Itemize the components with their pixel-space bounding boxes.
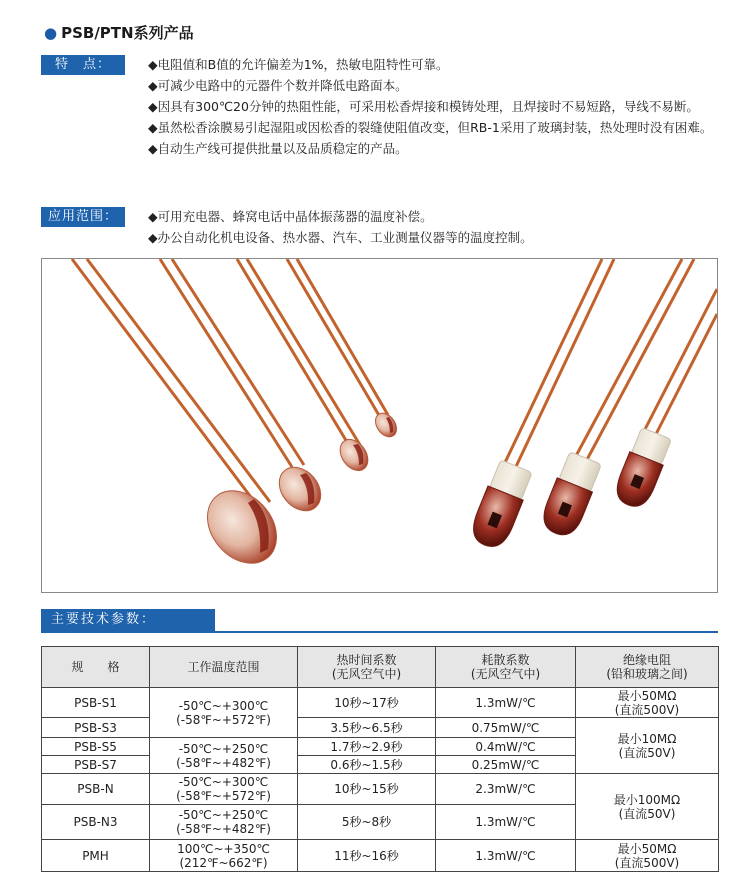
time-constant-cell: 3.5秒~6.5秒 xyxy=(298,718,436,738)
table-row xyxy=(42,718,719,738)
model-cell: PSB-S3 xyxy=(42,718,150,738)
page-title-text: PSB/PTN系列产品 xyxy=(61,24,194,42)
header-dissipation: 耗散系数 (无风空气中) xyxy=(436,647,576,688)
model-cell: PSB-S5 xyxy=(42,738,150,756)
insulation-cell: 最小100MΩ (直流50V) xyxy=(576,774,719,840)
table-row xyxy=(42,774,719,805)
dissipation-cell: 1.3mW/℃ xyxy=(436,805,576,840)
temp-cell: 100℃~+350℃ (212℉~662℉) xyxy=(150,840,298,872)
specs-section-rule xyxy=(41,631,718,633)
features-tag: 特 点： xyxy=(41,55,125,75)
feature-item: ◆可减少电路中的元器件个数并降低电路面本。 xyxy=(148,78,408,93)
feature-item: ◆虽然松香涂膜易引起湿阻或因松香的裂缝使阻值改变，但RB-1采用了玻璃封装，热处理时没有困难。 xyxy=(148,120,713,135)
dissipation-cell: 0.4mW/℃ xyxy=(436,738,576,756)
applications-list xyxy=(148,206,728,248)
time-constant-cell: 10秒~15秒 xyxy=(298,774,436,805)
time-constant-cell: 11秒~16秒 xyxy=(298,840,436,872)
features-list xyxy=(148,54,728,159)
time-constant-cell: 1.7秒~2.9秒 xyxy=(298,738,436,756)
feature-item: ◆自动生产线可提供批量以及品质稳定的产品。 xyxy=(148,141,408,156)
header-temp-range: 工作温度范围 xyxy=(150,647,298,688)
dissipation-cell: 2.3mW/℃ xyxy=(436,774,576,805)
page-title xyxy=(44,22,194,43)
temp-cell: -50℃~+300℃ (-58℉~+572℉) xyxy=(150,774,298,805)
table-header-row xyxy=(42,647,719,688)
applications-tag: 应用范围： xyxy=(41,207,125,227)
product-photo xyxy=(41,258,718,593)
capped-sensors-right xyxy=(467,427,673,552)
table-row xyxy=(42,688,719,718)
model-cell: PSB-S7 xyxy=(42,756,150,774)
insulation-cell: 最小10MΩ (直流50V) xyxy=(576,718,719,774)
specs-section-title: 主要技术参数： xyxy=(41,609,215,631)
spec-table xyxy=(41,646,719,872)
title-bullet: ● xyxy=(44,24,58,42)
dissipation-cell: 1.3mW/℃ xyxy=(436,840,576,872)
dissipation-cell: 0.75mW/℃ xyxy=(436,718,576,738)
lead-wires-left xyxy=(72,259,388,504)
insulation-cell: 最小50MΩ (直流500V) xyxy=(576,840,719,872)
application-item: ◆可用充电器、蜂窝电话中晶体振荡器的温度补偿。 xyxy=(148,209,433,224)
thermistor-illustration xyxy=(42,259,717,592)
table-row xyxy=(42,840,719,872)
temp-cell: -50℃~+250℃ (-58℉~+482℉) xyxy=(150,805,298,840)
dissipation-cell: 0.25mW/℃ xyxy=(436,756,576,774)
model-cell: PSB-N xyxy=(42,774,150,805)
time-constant-cell: 10秒~17秒 xyxy=(298,688,436,718)
insulation-cell: 最小50MΩ (直流500V) xyxy=(576,688,719,718)
header-insulation: 绝缘电阻 (铅和玻璃之间) xyxy=(576,647,719,688)
application-item: ◆办公自动化机电设备、热水器、汽车、工业测量仪器等的温度控制。 xyxy=(148,230,533,245)
feature-item: ◆电阻值和B值的允许偏差为1%，热敏电阻特性可靠。 xyxy=(148,57,449,72)
glass-beads-left xyxy=(193,409,401,577)
dissipation-cell: 1.3mW/℃ xyxy=(436,688,576,718)
temp-cell: -50℃~+300℃ (-58℉~+572℉) xyxy=(150,688,298,738)
model-cell: PMH xyxy=(42,840,150,872)
header-model: 规 格 xyxy=(42,647,150,688)
lead-wires-right xyxy=(500,259,717,475)
time-constant-cell: 0.6秒~1.5秒 xyxy=(298,756,436,774)
time-constant-cell: 5秒~8秒 xyxy=(298,805,436,840)
model-cell: PSB-N3 xyxy=(42,805,150,840)
model-cell: PSB-S1 xyxy=(42,688,150,718)
temp-cell: -50℃~+250℃ (-58℉~+482℉) xyxy=(150,738,298,774)
feature-item: ◆因具有300℃20分钟的热阻性能，可采用松香焊接和模铸处理，且焊接时不易短路，导线不易断。 xyxy=(148,99,699,114)
header-time-constant: 热时间系数 (无风空气中) xyxy=(298,647,436,688)
